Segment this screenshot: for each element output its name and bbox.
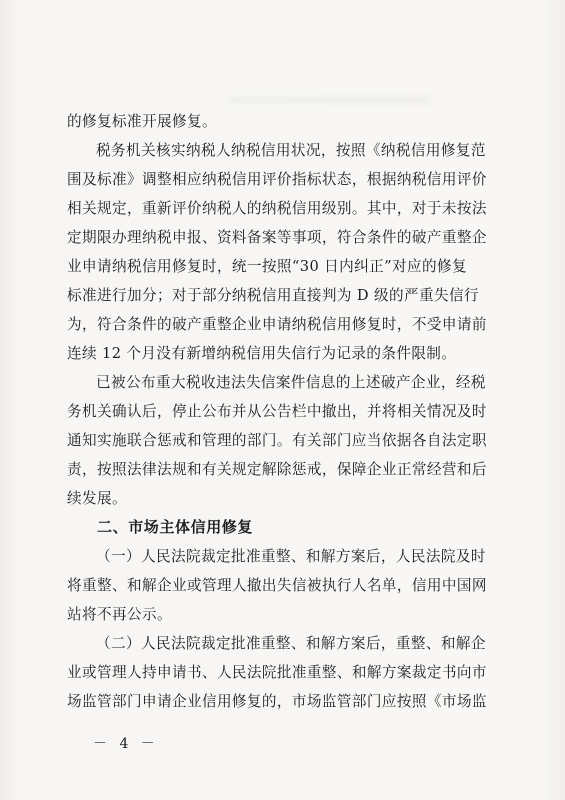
paragraph-tax-credit-repair	[67, 136, 499, 368]
text-line: 业或管理人持申请书、人民法院批准重整、和解方案裁定书向市	[67, 664, 487, 681]
section-heading: 二、市场主体信用修复	[97, 518, 254, 536]
text-line: 连续 12 个月没有新增纳税信用失信行为记录的条件限制。	[67, 345, 457, 362]
text-line: 为，符合条件的破产重整企业申请纳税信用修复时，不受申请前	[67, 316, 487, 333]
text-line: 围及标准》调整相应纳税信用评价指标状态，根据纳税信用评价	[67, 171, 487, 188]
text-line: 通知实施联合惩戒和管理的部门。有关部门应当依据各自法定职	[67, 432, 487, 449]
bleed-through-mark	[230, 96, 430, 104]
text-line: 责，按照法律法规和有关规定解除惩戒，保障企业正常经营和后	[67, 461, 487, 478]
text-line: 续发展。	[67, 490, 127, 507]
text-line: 务机关确认后，停止公布并从公告栏中撤出，并将相关情况及时	[67, 403, 487, 420]
paragraph-tax-violation-removal	[67, 368, 499, 513]
text-line: 的修复标准开展修复。	[67, 113, 217, 130]
text-line: 定期限办理纳税申报、资料备案等事项，符合条件的破产重整企	[67, 229, 487, 246]
text-line: 标准进行加分；对于部分纳税信用直接判为 D 级的严重失信行	[67, 287, 480, 304]
continuation-line	[67, 107, 499, 136]
text-line: 站将不再公示。	[67, 606, 172, 623]
text-line: 将重整、和解企业或管理人撤出失信被执行人名单，信用中国网	[67, 577, 487, 594]
text-line: （二）人民法院裁定批准重整、和解方案后，重整、和解企	[96, 635, 486, 652]
paragraph-court-approval-one	[67, 542, 499, 629]
text-line: 已被公布重大税收违法失信案件信息的上述破产企业，经税	[96, 374, 486, 391]
text-line: （一）人民法院裁定批准重整、和解方案后，人民法院及时	[96, 548, 486, 565]
text-line: 相关规定，重新评价纳税人的纳税信用级别。其中，对于未按法	[67, 200, 487, 217]
text-line: 场监管部门申请企业信用修复的，市场监管部门应按照《市场监	[67, 693, 487, 710]
page-number: － 4 －	[93, 736, 159, 752]
paragraph-court-approval-two	[67, 629, 499, 716]
text-line: 税务机关核实纳税人纳税信用状况，按照《纳税信用修复范	[96, 142, 486, 159]
text-line: 业申请纳税信用修复时，统一按照“30 日内纠正”对应的修复	[67, 258, 467, 275]
